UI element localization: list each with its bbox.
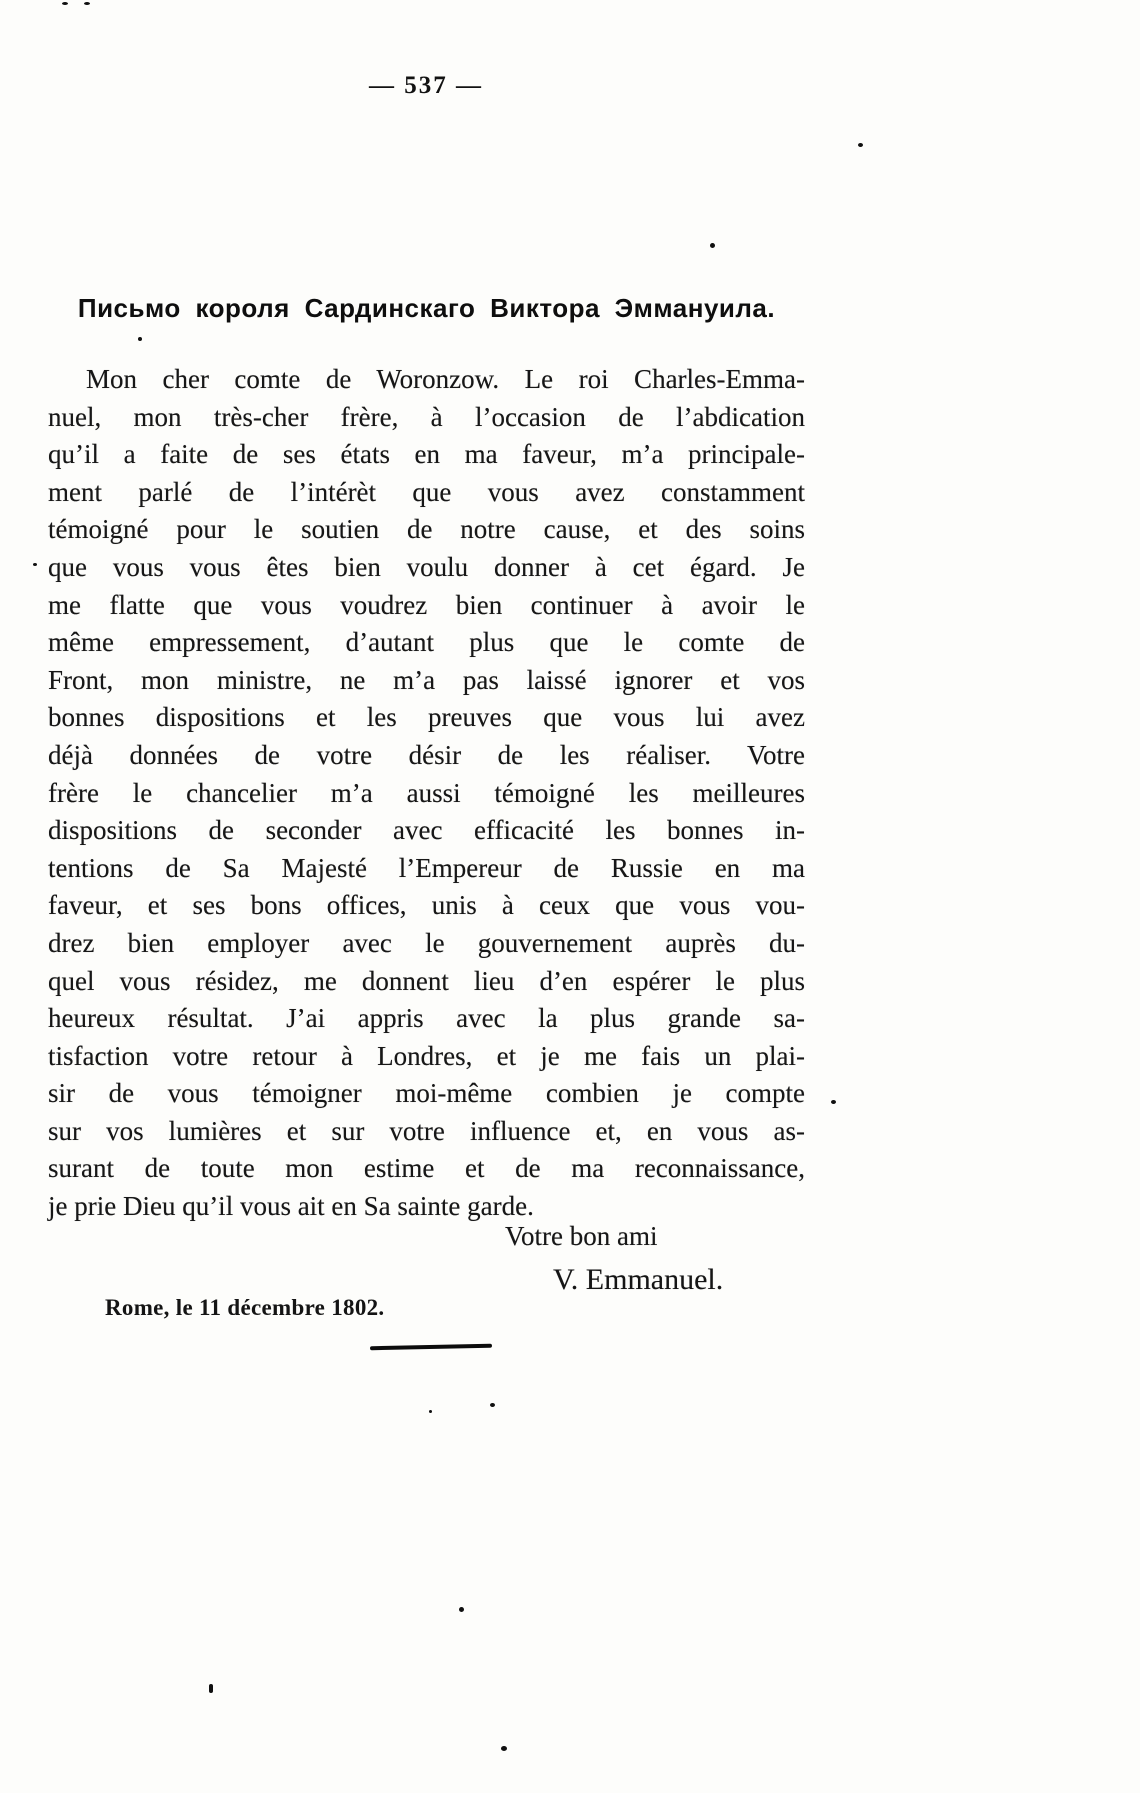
signature-line: V. Emmanuel. bbox=[553, 1263, 724, 1296]
divider-rule bbox=[370, 1344, 492, 1351]
text-line: sir de vous témoigner moi-même combien je compte bbox=[48, 1078, 805, 1109]
ink-speck bbox=[429, 1410, 432, 1413]
ink-speck bbox=[138, 337, 142, 341]
letter-body bbox=[48, 361, 805, 1226]
ink-speck bbox=[84, 2, 90, 5]
text-line: je prie Dieu qu’il vous ait en Sa sainte garde. bbox=[48, 1191, 534, 1222]
text-line: témoigné pour le soutien de notre cause, et des soins bbox=[48, 514, 805, 545]
page-number: — 537 — bbox=[369, 72, 483, 99]
date-line: Rome, le 11 décembre 1802. bbox=[105, 1295, 385, 1320]
text-line: drez bien employer avec le gouvernement auprès du- bbox=[48, 927, 805, 958]
text-line: ment parlé de l’intérèt que vous avez constamment bbox=[48, 476, 805, 507]
ink-speck bbox=[490, 1403, 495, 1407]
text-line: Front, mon ministre, ne m’a pas laissé ignorer et vos bbox=[48, 664, 805, 695]
text-line: frère le chancelier m’a aussi témoigné les meilleures bbox=[48, 777, 805, 808]
text-line: me flatte que vous voudrez bien continuer à avoir le bbox=[48, 589, 805, 620]
letter-heading: Письмо короля Сардинскаго Виктора Эммануила. bbox=[77, 293, 776, 323]
text-line: surant de toute mon estime et de ma reconnaissance, bbox=[48, 1153, 805, 1184]
text-line: qu’il a faite de ses états en ma faveur, m’a principale- bbox=[48, 439, 805, 470]
ink-speck bbox=[858, 143, 863, 147]
text-line: quel vous résidez, me donnent lieu d’en espérer le plus bbox=[48, 965, 805, 996]
closing-line: Votre bon ami bbox=[505, 1221, 658, 1251]
text-line: nuel, mon très-cher frère, à l’occasion de l’abdication bbox=[48, 401, 805, 432]
text-line: déjà données de votre désir de les réaliser. Votre bbox=[48, 739, 805, 770]
ink-speck bbox=[831, 1100, 836, 1104]
ink-speck bbox=[501, 1746, 507, 1751]
text-line: dispositions de seconder avec efficacité les bonnes in- bbox=[48, 815, 805, 846]
ink-speck bbox=[710, 243, 715, 248]
text-line: tentions de Sa Majesté l’Empereur de Russie en ma bbox=[48, 852, 805, 883]
text-line: sur vos lumières et sur votre influence et, en vous as- bbox=[48, 1115, 805, 1146]
ink-speck bbox=[209, 1684, 213, 1693]
text-line: Mon cher comte de Woronzow. Le roi Charles-Emma- bbox=[86, 364, 805, 394]
text-line: faveur, et ses bons offices, unis à ceux que vous vou- bbox=[48, 890, 805, 921]
text-line: heureux résultat. J’ai appris avec la plus grande sa- bbox=[48, 1003, 805, 1034]
text-line: que vous vous êtes bien voulu donner à cet égard. Je bbox=[48, 551, 805, 582]
ink-speck bbox=[459, 1607, 464, 1612]
ink-speck bbox=[33, 563, 37, 566]
text-line: tisfaction votre retour à Londres, et je me fais un plai- bbox=[48, 1040, 805, 1071]
text-line: même empressement, d’autant plus que le comte de bbox=[48, 627, 805, 658]
text-line: bonnes dispositions et les preuves que vous lui avez bbox=[48, 702, 805, 733]
ink-speck bbox=[62, 2, 68, 5]
